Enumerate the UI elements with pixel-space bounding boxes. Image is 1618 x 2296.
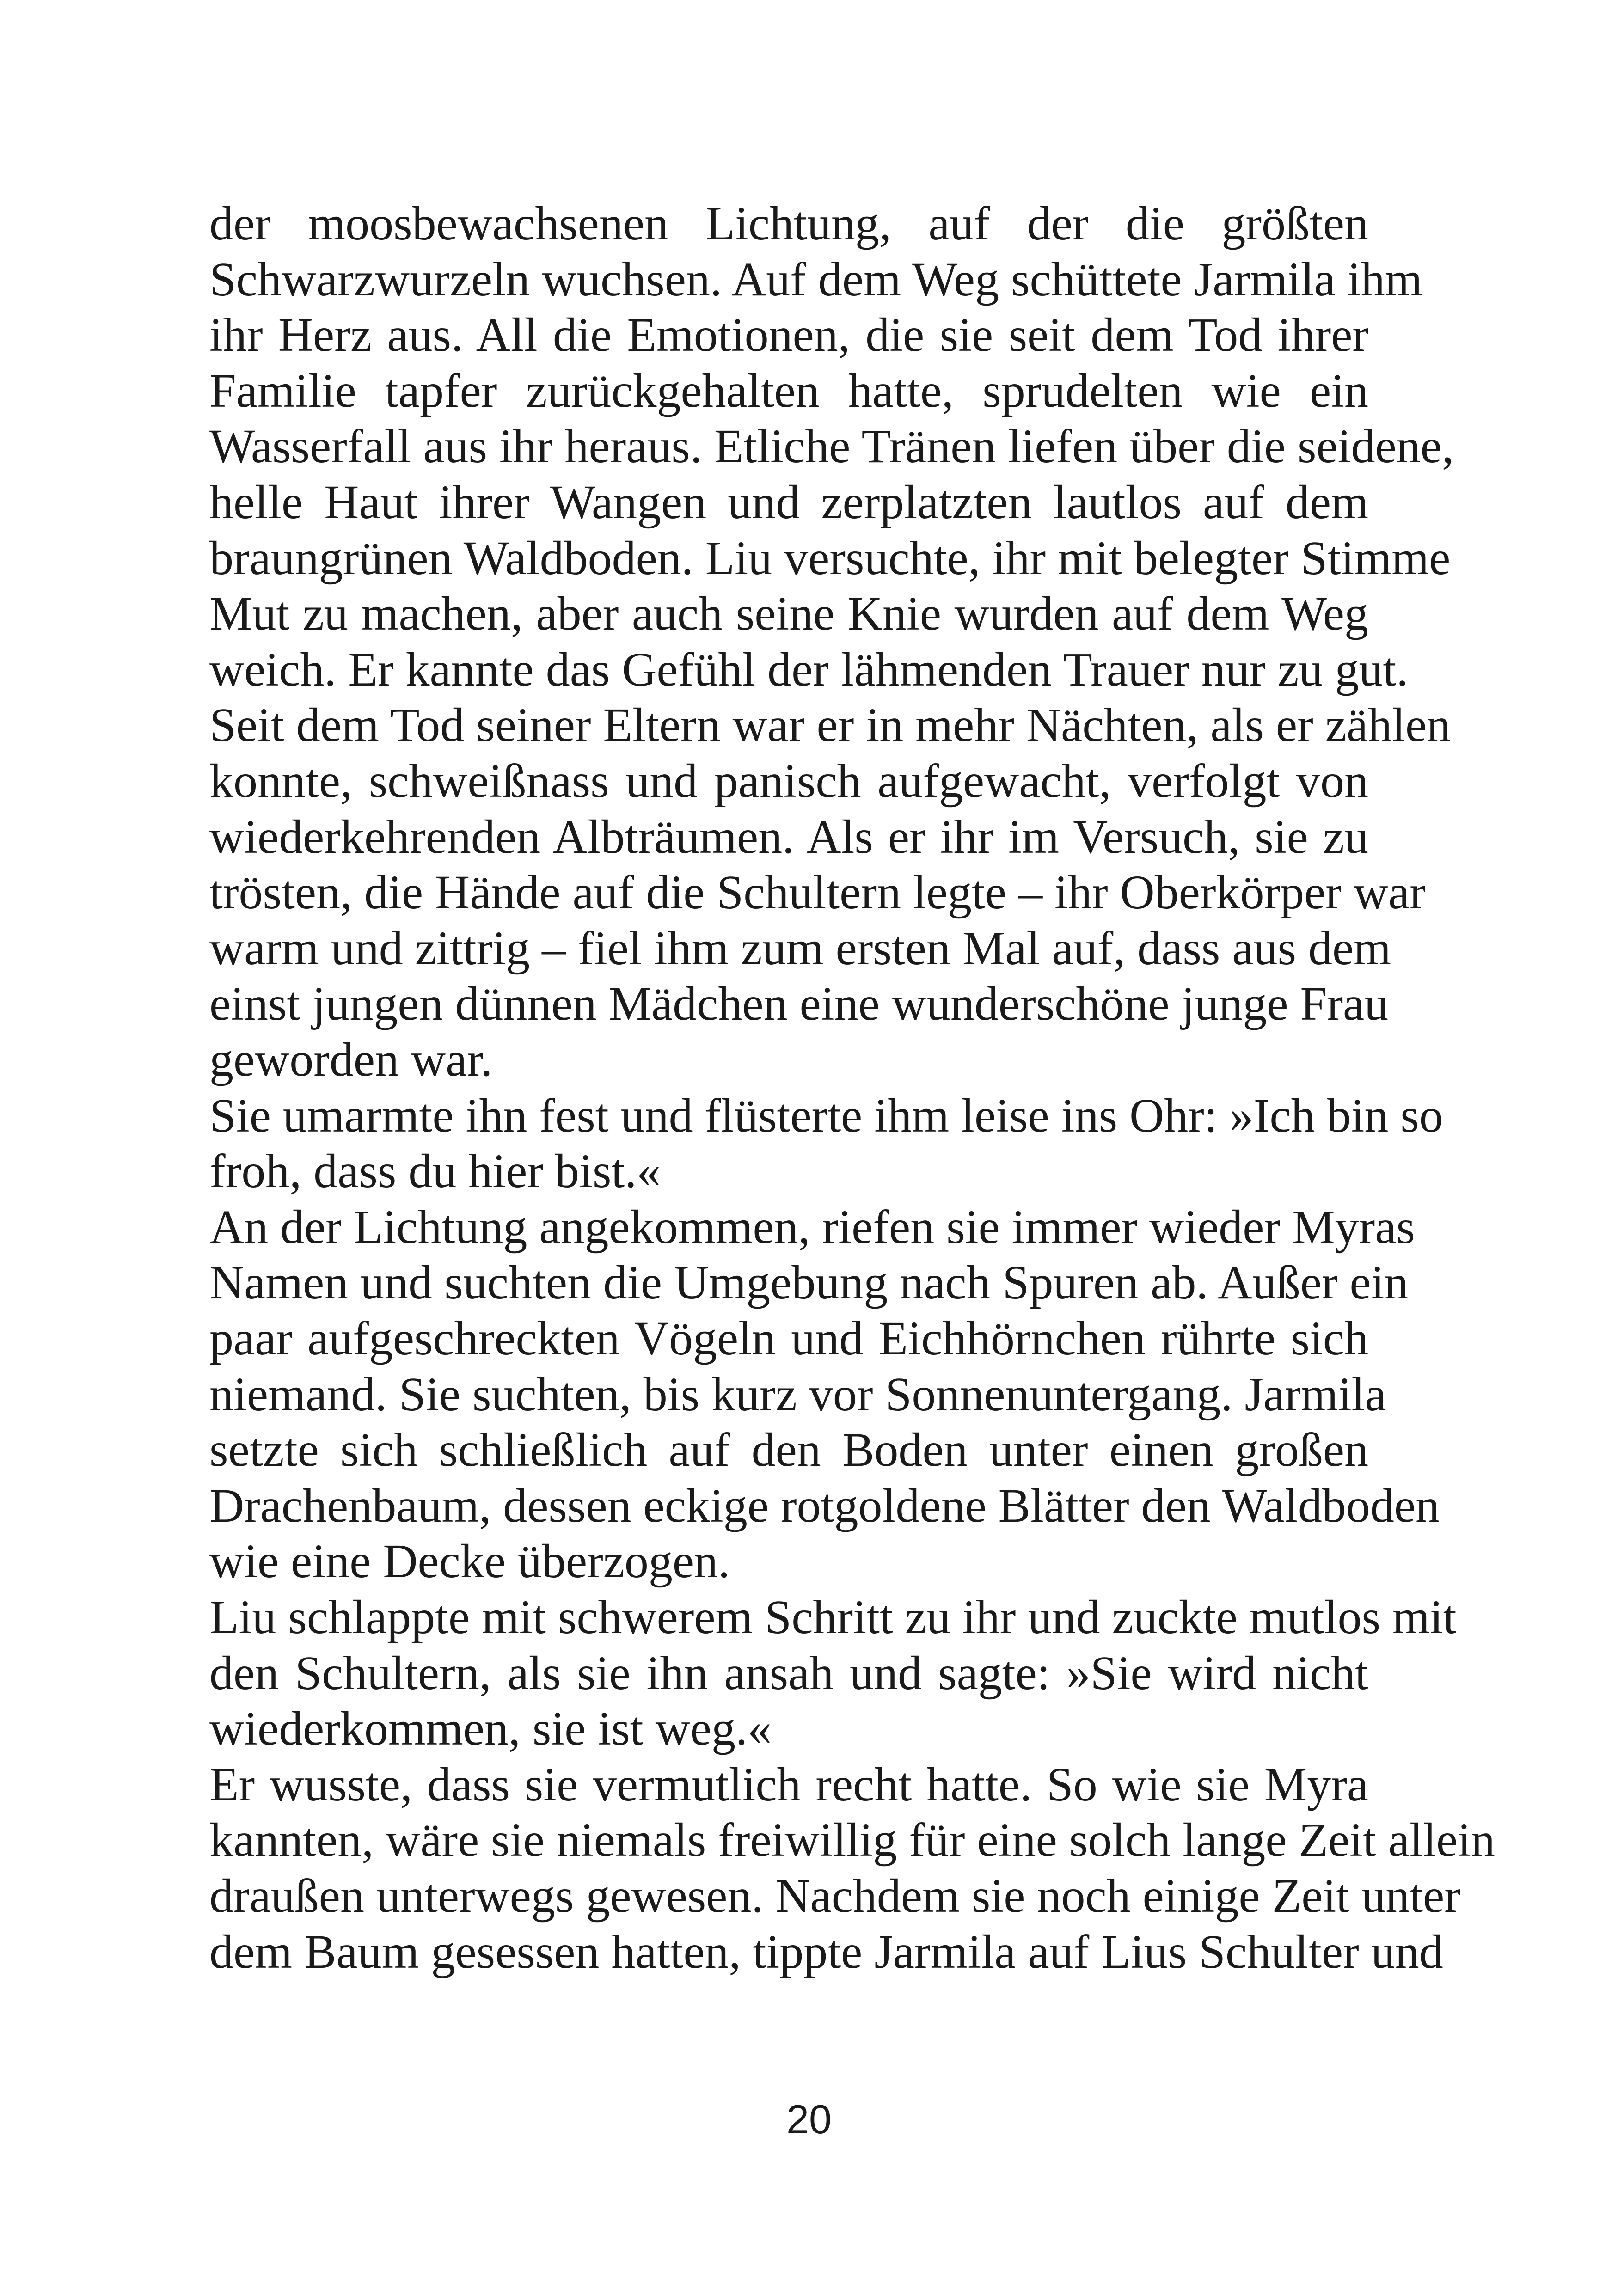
text-line: kannten, wäre sie niemals freiwillig für eine solch lange Zeit allein	[209, 1813, 1495, 1867]
text-line: trösten, die Hände auf die Schultern legte – ihr Oberkörper war	[209, 866, 1426, 919]
text-line: der moosbewachsenen Lichtung, auf der die größten	[209, 197, 1368, 250]
text-line: Er wusste, dass sie vermutlich recht hatte. So wie sie Myra	[209, 1758, 1368, 1811]
text-line: braungrünen Waldboden. Liu versuchte, ihr mit belegter Stimme	[209, 532, 1451, 585]
page-number: 20	[786, 2096, 832, 2142]
text-line: wie eine Decke überzogen.	[209, 1535, 730, 1588]
text-line: Seit dem Tod seiner Eltern war er in mehr Nächten, als er zählen	[209, 698, 1451, 752]
text-line: wiederkehrenden Albträumen. Als er ihr im Versuch, sie zu	[209, 810, 1368, 863]
text-line: geworden war.	[209, 1033, 493, 1086]
text-line: Familie tapfer zurückgehalten hatte, sprudelten wie ein	[209, 364, 1368, 417]
text-line: froh, dass du hier bist.«	[209, 1145, 661, 1198]
text-line: draußen unterwegs gewesen. Nachdem sie noch einige Zeit unter	[209, 1869, 1460, 1923]
text-line: Mut zu machen, aber auch seine Knie wurden auf dem Weg	[209, 587, 1368, 640]
text-line: weich. Er kannte das Gefühl der lähmenden Trauer nur zu gut.	[209, 643, 1409, 696]
text-line: konnte, schweißnass und panisch aufgewacht, verfolgt von	[209, 754, 1368, 808]
text-line: wiederkommen, sie ist weg.«	[209, 1702, 772, 1755]
text-line: Schwarzwurzeln wuchsen. Auf dem Weg schüttete Jarmila ihm	[209, 253, 1422, 306]
text-line: setzte sich schließlich auf den Boden unter einen großen	[209, 1423, 1368, 1476]
text-line: einst jungen dünnen Mädchen eine wunderschöne junge Frau	[209, 977, 1389, 1030]
text-line: paar aufgeschreckten Vögeln und Eichhörnchen rührte sich	[209, 1312, 1368, 1365]
text-line: ihr Herz aus. All die Emotionen, die sie seit dem Tod ihrer	[209, 308, 1368, 361]
text-line: dem Baum gesessen hatten, tippte Jarmila auf Lius Schulter und	[209, 1925, 1443, 1978]
text-line: helle Haut ihrer Wangen und zerplatzten lautlos auf dem	[209, 476, 1368, 529]
text-line: Sie umarmte ihn fest und flüsterte ihm leise ins Ohr: »Ich bin so	[209, 1089, 1443, 1142]
text-line: An der Lichtung angekommen, riefen sie immer wieder Myras	[209, 1200, 1415, 1254]
body-text	[209, 0, 1495, 2296]
text-line: Liu schlappte mit schwerem Schritt zu ihr und zuckte mutlos mit	[209, 1591, 1457, 1644]
text-line: Namen und suchten die Umgebung nach Spuren ab. Außer ein	[209, 1256, 1409, 1309]
text-line: Wasserfall aus ihr heraus. Etliche Tränen liefen über die seidene,	[209, 420, 1454, 473]
text-line: niemand. Sie suchten, bis kurz vor Sonnenuntergang. Jarmila	[209, 1368, 1386, 1421]
text-line: Drachenbaum, dessen eckige rotgoldene Blätter den Waldboden	[209, 1479, 1440, 1532]
text-line: den Schultern, als sie ihn ansah und sagte: »Sie wird nicht	[209, 1647, 1368, 1700]
text-line: warm und zittrig – fiel ihm zum ersten Mal auf, dass aus dem	[209, 922, 1391, 975]
